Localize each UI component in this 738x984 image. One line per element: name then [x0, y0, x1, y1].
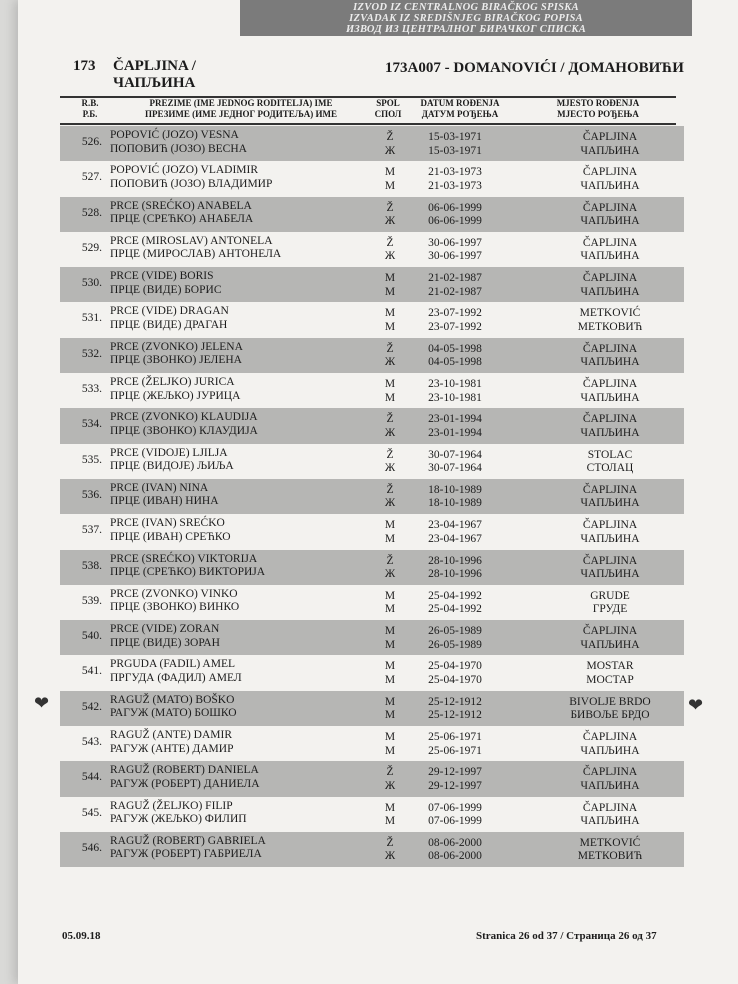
voter-sex: Ž Ж — [384, 836, 396, 863]
voter-name: POPOVIĆ (JOZO) VLADIMIR ПОПОВИЋ (ЈОЗО) ВЛАДИМИР — [110, 164, 273, 190]
heart-icon: ❤ — [688, 695, 704, 715]
voter-birth-place: ČAPLJINA ЧАПЉИНА — [580, 554, 640, 581]
voter-name: PRCE (SREĆKO) VIKTORIJA ПРЦЕ (СРЕЋКО) ВИКТОРИЈА — [110, 552, 266, 579]
table-row — [60, 550, 684, 585]
row-number: 532. — [81, 347, 102, 360]
voter-sex: M М — [384, 378, 396, 404]
municipality-name-latin: ČAPLJINA / — [113, 58, 196, 74]
col-dob: DATUM ROĐENJA ДАТУМ РОЂЕЊА — [420, 98, 500, 119]
table-row — [60, 655, 684, 690]
row-number: 528. — [81, 206, 102, 219]
table-row — [60, 479, 684, 514]
voter-name: PRCE (ZVONKO) VINKO ПРЦЕ (ЗВОНКО) ВИНКО — [110, 587, 240, 614]
voter-birth-place: ČAPLJINA ЧАПЉИНА — [580, 731, 640, 757]
voter-sex: M М — [384, 660, 396, 686]
banner-line-3: ИЗВОД ИЗ ЦЕНТРАЛНОГ БИРАЧКОГ СПИСКА — [345, 24, 587, 35]
voter-birth-date: 30-07-1964 30-07-1964 — [428, 448, 482, 475]
voter-birth-place: METKOVIĆ МЕТКОВИЋ — [577, 307, 643, 333]
banner-line-1: IZVOD IZ CENTRALNOG BIRAČKOG SPISKA — [353, 2, 579, 13]
voter-name: PRCE (ZVONKO) KLAUDIJA ПРЦЕ (ЗВОНКО) КЛАУДИЈА — [110, 411, 258, 437]
voter-birth-date: 25-04-1970 25-04-1970 — [428, 660, 482, 686]
voter-sex: Ž Ж — [384, 448, 396, 475]
footer-page-number: Stranica 26 od 37 / Страница 26 од 37 — [476, 930, 657, 942]
voter-sex: M М — [384, 166, 396, 192]
voter-birth-place: ČAPLJINA ЧАПЉИНА — [580, 342, 640, 369]
voter-birth-date: 04-05-1998 04-05-1998 — [428, 342, 482, 369]
voter-sex: Ž Ж — [384, 554, 396, 581]
voter-name: PRCE (IVAN) NINA ПРЦЕ (ИВАН) НИНА — [110, 481, 219, 508]
voter-birth-date: 30-06-1997 30-06-1997 — [428, 236, 482, 263]
voter-birth-place: ČAPLJINA ЧАПЉИНА — [580, 378, 640, 404]
voter-sex: M М — [384, 731, 396, 757]
voter-table — [60, 126, 684, 867]
voter-birth-date: 25-12-1912 25-12-1912 — [428, 695, 482, 722]
voter-birth-place: MOSTAR МОСТАР — [586, 660, 634, 686]
voter-birth-place: ČAPLJINA ЧАПЉИНА — [580, 236, 640, 263]
voter-sex: Ž Ж — [384, 201, 396, 228]
voter-name: RAGUŽ (ŽELJKO) FILIP РАГУЖ (ЖЕЉКО) ФИЛИП — [110, 799, 247, 826]
row-number: 540. — [81, 630, 102, 643]
voter-sex: Ž Ж — [384, 131, 396, 157]
voter-birth-date: 21-02-1987 21-02-1987 — [428, 272, 482, 298]
footer-date: 05.09.18 — [62, 930, 101, 942]
voter-birth-place: ČAPLJINA ЧАПЉИНА — [580, 483, 640, 510]
voter-sex: Ž Ж — [384, 766, 396, 792]
voter-birth-place: ČAPLJINA ЧАПЉИНА — [580, 519, 640, 545]
row-number: 537. — [81, 524, 102, 537]
row-number: 544. — [81, 771, 102, 784]
voter-name: POPOVIĆ (JOZO) VESNA ПОПОВИЋ (ЈОЗО) ВЕСНА — [110, 129, 247, 155]
voter-birth-place: ČAPLJINA ЧАПЉИНА — [580, 201, 640, 228]
header-rule-bottom — [60, 123, 676, 125]
voter-birth-date: 07-06-1999 07-06-1999 — [428, 801, 482, 828]
table-row — [60, 302, 684, 337]
voter-birth-place: ČAPLJINA ЧАПЉИНА — [580, 801, 640, 828]
voter-birth-date: 23-01-1994 23-01-1994 — [428, 413, 482, 439]
voter-name: PRCE (SREĆKO) ANABELA ПРЦЕ (СРЕЋКО) АНАБЕЛА — [110, 199, 254, 226]
voter-birth-date: 25-06-1971 25-06-1971 — [428, 731, 482, 757]
table-row — [60, 373, 684, 408]
polling-station: 173A007 - DOMANOVIĆI / ДОМАНОВИЋИ — [385, 60, 684, 76]
voter-sex: M М — [384, 695, 396, 722]
voter-birth-place: ČAPLJINA ЧАПЉИНА — [580, 766, 640, 792]
table-row — [60, 620, 684, 655]
voter-sex: Ž Ж — [384, 483, 396, 510]
voter-birth-date: 25-04-1992 25-04-1992 — [428, 589, 482, 616]
table-row — [60, 832, 684, 867]
row-number: 531. — [81, 312, 102, 325]
row-number: 529. — [81, 241, 102, 254]
voter-sex: Ž Ж — [384, 413, 396, 439]
table-row — [60, 514, 684, 549]
voter-name: PRCE (IVAN) SREĆKO ПРЦЕ (ИВАН) СРЕЋКО — [110, 517, 231, 543]
table-row — [60, 338, 684, 373]
table-row — [60, 197, 684, 232]
row-number: 539. — [81, 594, 102, 607]
table-row — [60, 691, 684, 726]
voter-sex: M М — [384, 589, 396, 616]
voter-birth-date: 26-05-1989 26-05-1989 — [428, 625, 482, 651]
row-number: 546. — [81, 841, 102, 854]
row-number: 538. — [81, 559, 102, 572]
voter-sex: M М — [384, 801, 396, 828]
row-number: 527. — [81, 171, 102, 184]
voter-birth-date: 23-10-1981 23-10-1981 — [428, 378, 482, 404]
document-banner — [240, 0, 692, 36]
voter-name: RAGUŽ (ROBERT) DANIELA РАГУЖ (РОБЕРТ) ДАНИЕЛА — [110, 764, 260, 790]
voter-birth-date: 29-12-1997 29-12-1997 — [428, 766, 482, 792]
table-row — [60, 267, 684, 302]
voter-birth-date: 23-04-1967 23-04-1967 — [428, 519, 482, 545]
voter-sex: M М — [384, 519, 396, 545]
voter-birth-date: 06-06-1999 06-06-1999 — [428, 201, 482, 228]
col-place: MJESTO ROĐENJA МЈЕСТО РОЂЕЊА — [556, 98, 640, 119]
voter-birth-date: 28-10-1996 28-10-1996 — [428, 554, 482, 581]
voter-birth-date: 18-10-1989 18-10-1989 — [428, 483, 482, 510]
voter-birth-place: GRUDE ГРУДЕ — [590, 589, 630, 616]
row-number: 541. — [81, 665, 102, 678]
row-number: 536. — [81, 488, 102, 501]
voter-birth-place: ČAPLJINA ЧАПЉИНА — [580, 413, 640, 439]
table-row — [60, 797, 684, 832]
voter-name: PRCE (ŽELJKO) JURICA ПРЦЕ (ЖЕЉКО) ЈУРИЦА — [110, 376, 241, 402]
voter-name: RAGUŽ (ANTE) DAMIR РАГУЖ (АНТЕ) ДАМИР — [110, 729, 234, 755]
voter-birth-date: 21-03-1973 21-03-1973 — [428, 166, 482, 192]
voter-sex: M М — [384, 625, 396, 651]
voter-name: PRCE (VIDOJE) LJILJA ПРЦЕ (ВИДОЈЕ) ЉИЉА — [110, 446, 234, 473]
voter-birth-place: METKOVIĆ МЕТКОВИЋ — [577, 836, 643, 863]
heart-icon: ❤ — [34, 693, 50, 713]
voter-name: RAGUŽ (MATO) BOŠKO РАГУЖ (МАТО) БОШКО — [110, 693, 237, 720]
row-number: 545. — [81, 806, 102, 819]
table-row — [60, 585, 684, 620]
voter-name: PRCE (VIDE) ZORAN ПРЦЕ (ВИДЕ) ЗОРАН — [110, 623, 220, 649]
voter-birth-date: 23-07-1992 23-07-1992 — [428, 307, 482, 333]
row-number: 534. — [81, 418, 102, 431]
row-number: 530. — [81, 277, 102, 290]
row-number: 533. — [81, 383, 102, 396]
voter-sex: Ž Ж — [384, 236, 396, 263]
voter-birth-date: 15-03-1971 15-03-1971 — [428, 131, 482, 157]
row-number: 526. — [81, 136, 102, 148]
voter-name: PRCE (VIDE) BORIS ПРЦЕ (ВИДЕ) БОРИС — [110, 270, 222, 296]
table-row — [60, 761, 684, 796]
voter-name: PRCE (ZVONKO) JELENA ПРЦЕ (ЗВОНКО) ЈЕЛЕНА — [110, 340, 243, 367]
col-rb: R.B. Р.Б. — [81, 98, 99, 119]
voter-birth-place: ČAPLJINA ЧАПЉИНА — [580, 166, 640, 192]
col-name: PREZIME (IME JEDNOG RODITELJA) IME ПРЕЗИМЕ (ИМЕ ЈЕДНОГ РОДИТЕЉА) ИМЕ — [145, 98, 337, 119]
table-row — [60, 126, 684, 161]
voter-sex: M М — [384, 272, 396, 298]
row-number: 543. — [81, 736, 102, 749]
table-row — [60, 232, 684, 267]
voter-birth-place: ČAPLJINA ЧАПЉИНА — [580, 625, 640, 651]
table-row — [60, 444, 684, 479]
col-sex: SPOL СПОЛ — [374, 98, 402, 119]
voter-name: PRCE (MIROSLAV) ANTONELA ПРЦЕ (МИРОСЛАВ) АНТОНЕЛА — [110, 234, 282, 261]
voter-name: PRCE (VIDE) DRAGAN ПРЦЕ (ВИДЕ) ДРАГАН — [110, 305, 229, 331]
table-row — [60, 726, 684, 761]
voter-name: PRGUDA (FADIL) AMEL ПРГУДА (ФАДИЛ) АМЕЛ — [110, 658, 242, 684]
banner-line-2: IZVADAK IZ SREDIŠNJEG BIRAČKOG POPISA — [349, 13, 583, 24]
voter-birth-date: 08-06-2000 08-06-2000 — [428, 836, 482, 863]
voter-sex: Ž Ж — [384, 342, 396, 369]
row-number: 535. — [81, 453, 102, 466]
voter-birth-place: STOLAC СТОЛАЦ — [586, 448, 634, 475]
voter-birth-place: BIVOLJE BRDO БИВОЉЕ БРДО — [569, 695, 651, 722]
table-row — [60, 161, 684, 196]
municipality-name-cyrillic: ЧАПЉИНА — [113, 75, 196, 91]
municipality-code: 173 — [73, 58, 96, 74]
voter-sex: M М — [384, 307, 396, 333]
row-number: 542. — [81, 700, 102, 713]
voter-birth-place: ČAPLJINA ЧАПЉИНА — [580, 272, 640, 298]
table-row — [60, 408, 684, 443]
voter-name: RAGUŽ (ROBERT) GABRIELA РАГУЖ (РОБЕРТ) ГАБРИЕЛА — [110, 834, 266, 861]
voter-birth-place: ČAPLJINA ЧАПЉИНА — [580, 131, 640, 157]
